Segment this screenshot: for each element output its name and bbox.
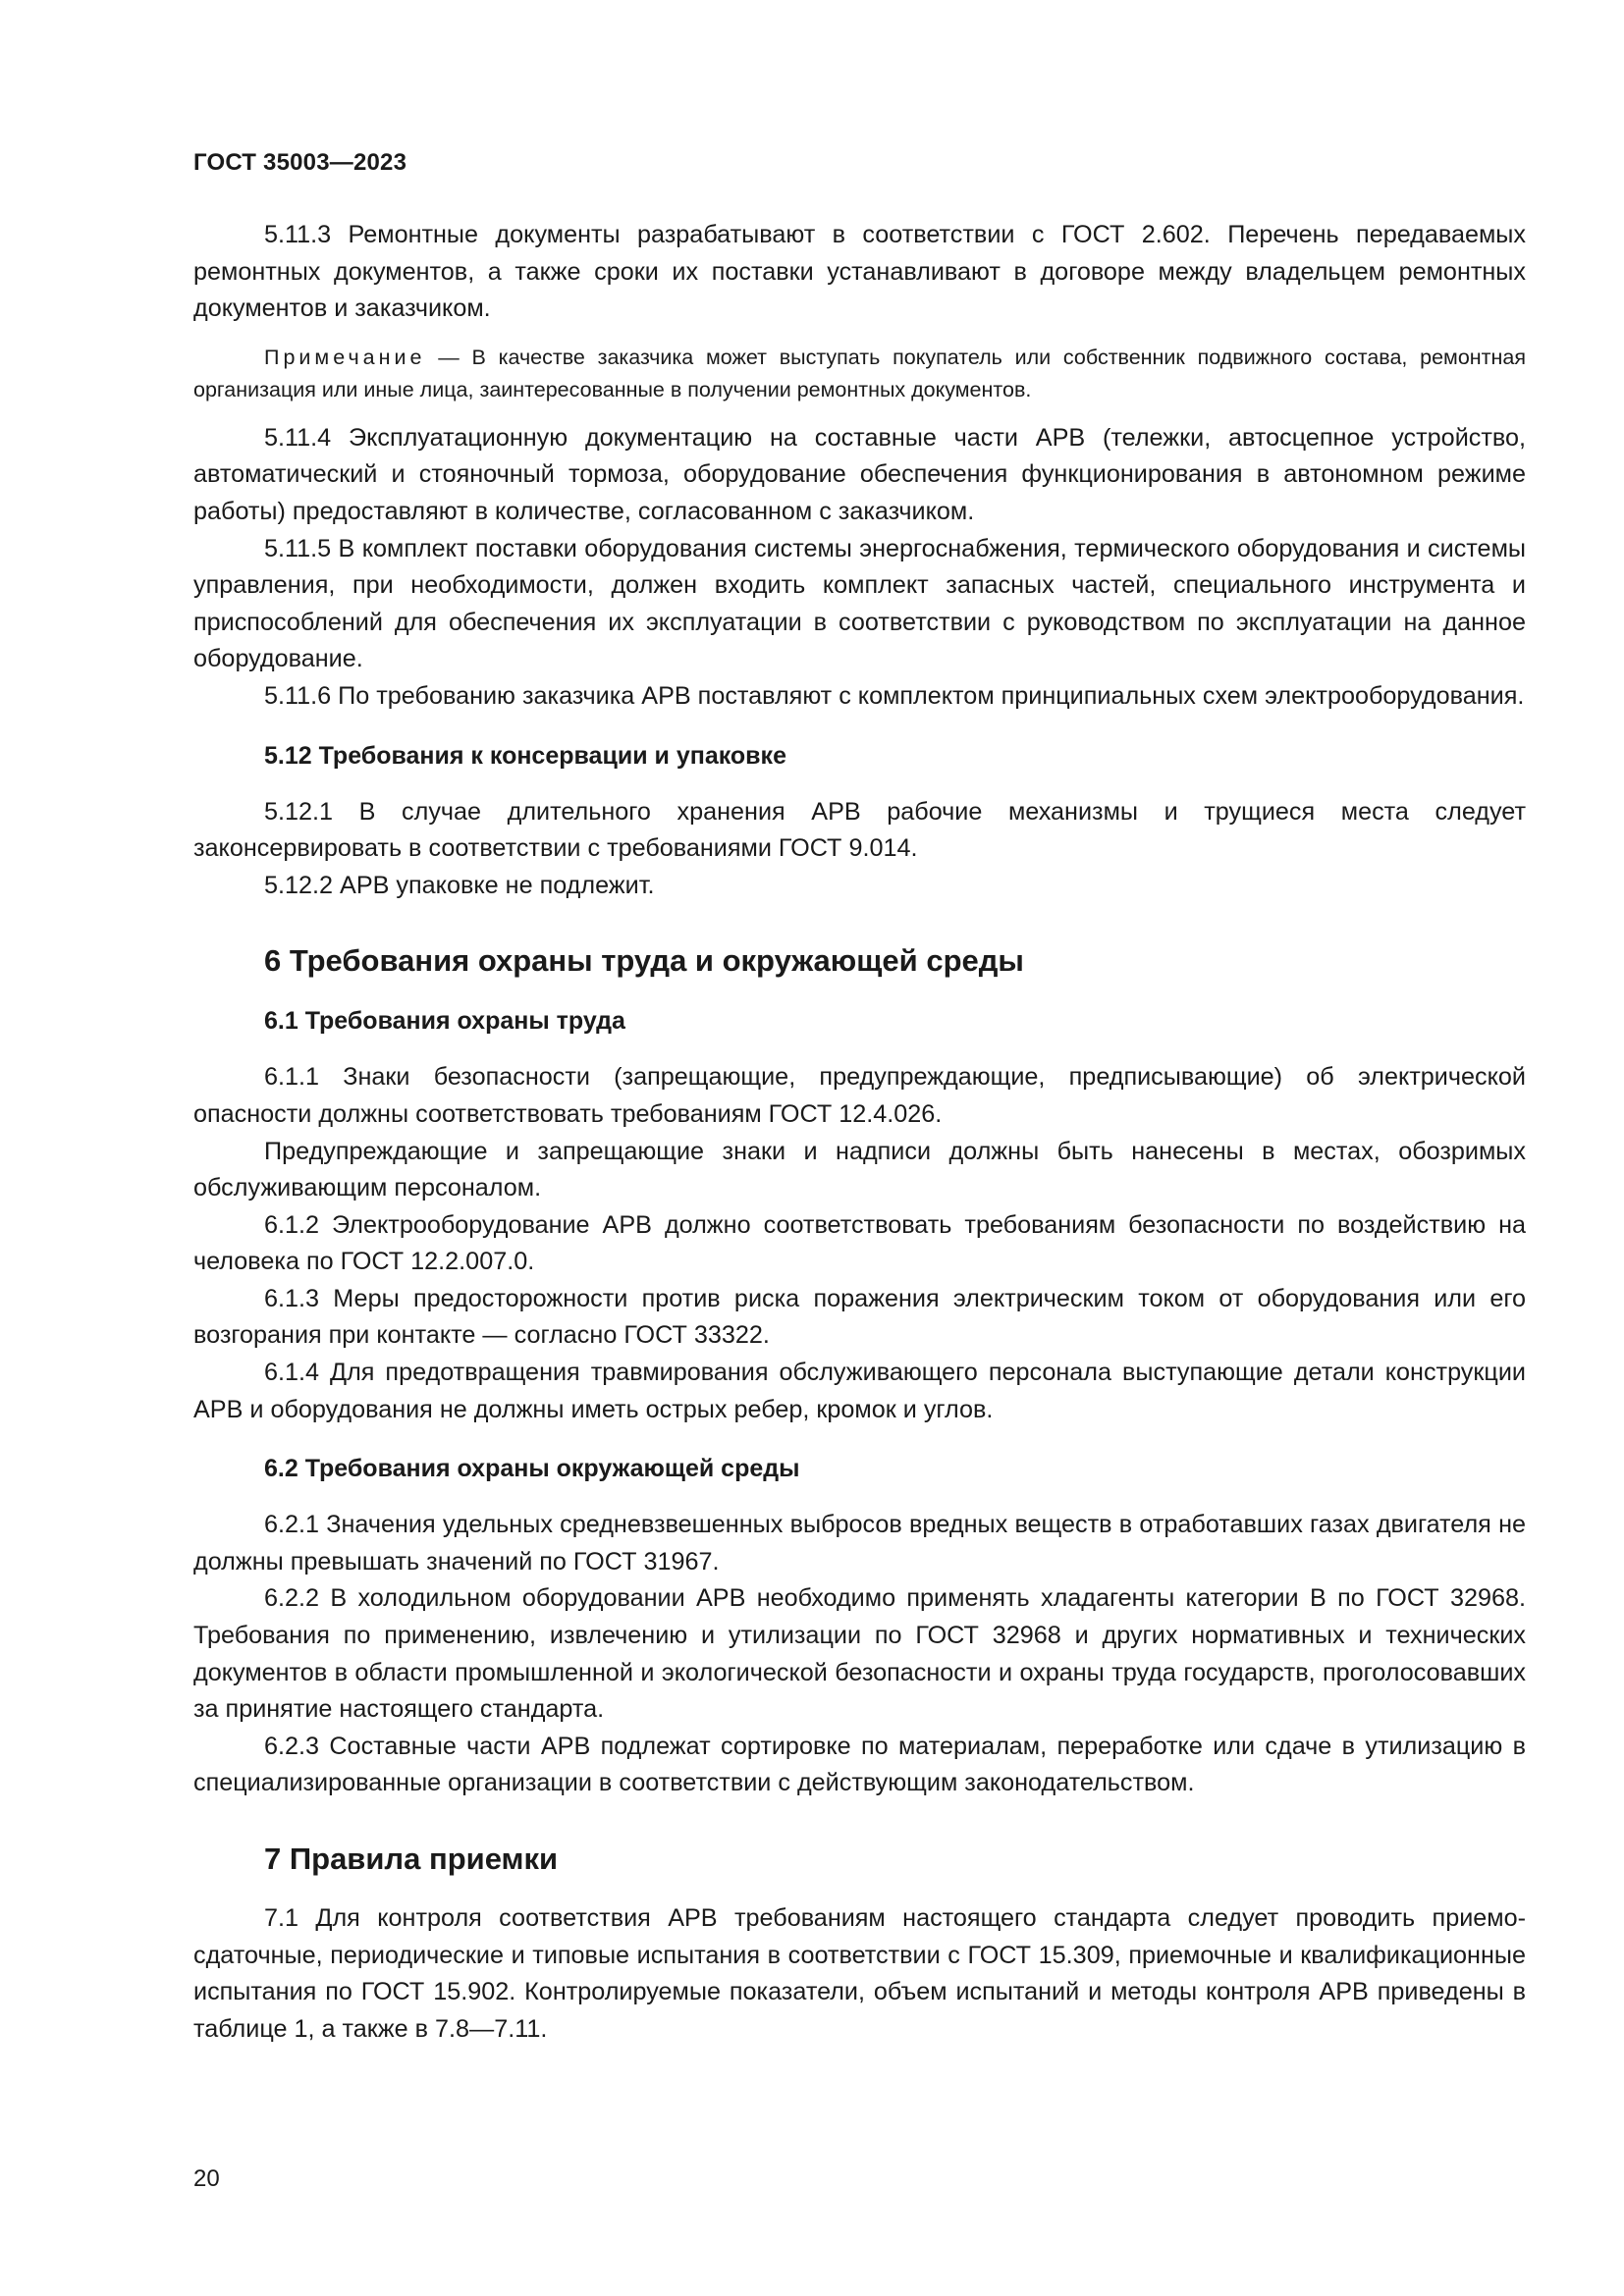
paragraph-5-12-2: 5.12.2 АРВ упаковке не подлежит. [264, 871, 655, 899]
heading-5-12: 5.12 Требования к консервации и упаковке [264, 741, 786, 770]
note-label: Примечание [264, 345, 426, 369]
paragraph-6-2-3: 6.2.3 Составные части АРВ подлежат сортировке по материалам, переработке или сдаче в утилизацию в специализированные организации в соответствии с действующим законодательством. [193, 1732, 1526, 1797]
paragraph-6-2-1: 6.2.1 Значения удельных средневзвешенных выбросов вредных веществ в отработавших газах двигателя не должны превышать значений по ГОСТ 31967. [193, 1511, 1526, 1575]
paragraph-5-11-4: 5.11.4 Эксплуатационную документацию на составные части АРВ (тележки, автосцепное устройство, автоматический и стояночный тормоза, оборудование обеспечения функционирования в автономном режиме работы) предоставляют в количестве, согласованном с заказчиком. [193, 423, 1526, 525]
document-header: ГОСТ 35003—2023 [193, 149, 407, 176]
paragraph-6-1-1-signs: Предупреждающие и запрещающие знаки и надписи должны быть нанесены в местах, обозримых обслуживающим персоналом. [193, 1137, 1526, 1202]
heading-section-7: 7 Правила приемки [264, 1842, 559, 1876]
paragraph-6-1-1: 6.1.1 Знаки безопасности (запрещающие, предупреждающие, предписывающие) об электрической опасности должны соответствовать требованиям ГОСТ 12.4.026. [193, 1063, 1526, 1128]
paragraph-5-12-1: 5.12.1 В случае длительного хранения АРВ рабочие механизмы и трущиеся места следует законсервировать в соответствии с требованиями ГОСТ 9.014. [193, 797, 1526, 863]
paragraph-5-11-5: 5.11.5 В комплект поставки оборудования системы энергоснабжения, термического оборудования и системы управления, при необходимости, должен входить комплект запасных частей, специального инструмента и приспособлений для обеспечения их эксплуатации в соответствии с руководством по эксплуатации на данное оборудование. [193, 534, 1526, 673]
paragraph-6-1-2: 6.1.2 Электрооборудование АРВ должно соответствовать требованиям безопасности по воздействию на человека по ГОСТ 12.2.007.0. [193, 1210, 1526, 1276]
note-text: — В качестве заказчика может выступать покупатель или собственник подвижного состава, ремонтная организация или иные лица, заинтересованные в получении ремонтных документов. [193, 345, 1526, 401]
heading-6-2: 6.2 Требования охраны окружающей среды [264, 1455, 800, 1483]
paragraph-6-1-3: 6.1.3 Меры предосторожности против риска поражения электрическим током от оборудования или его возгорания при контакте — согласно ГОСТ 33322. [193, 1284, 1526, 1350]
paragraph-6-2-2: 6.2.2 В холодильном оборудовании АРВ необходимо применять хладагенты категории В по ГОСТ 32968. Требования по применению, извлечению и утилизации по ГОСТ 32968 и других нормативных и технических документов в области промышленной и экологической безопасности и охраны труда государств, проголосовавших за принятие настоящего стандарта. [193, 1584, 1526, 1724]
paragraph-7-1: 7.1 Для контроля соответствия АРВ требованиям настоящего стандарта следует проводить приемо-сдаточные, периодические и типовые испытания в соответствии с ГОСТ 15.309, приемочные и квалификационные испытания по ГОСТ 15.902. Контролируемые показатели, объем испытаний и методы контроля АРВ приведены в таблице 1, а также в 7.8—7.11. [193, 1904, 1526, 2043]
paragraph-6-1-4: 6.1.4 Для предотвращения травмирования обслуживающего персонала выступающие детали конструкции АРВ и оборудования не должны иметь острых ребер, кромок и углов. [193, 1359, 1526, 1423]
document-body [193, 217, 1526, 2048]
note [193, 342, 1526, 406]
heading-6-1: 6.1 Требования охраны труда [264, 1007, 625, 1036]
page-number: 20 [193, 2165, 220, 2192]
heading-section-6: 6 Требования охраны труда и окружающей среды [264, 943, 1024, 979]
paragraph-5-11-6: 5.11.6 По требованию заказчика АРВ поставляют с комплектом принципиальных схем электрооборудования. [264, 681, 1525, 710]
paragraph-5-11-3: 5.11.3 Ремонтные документы разрабатывают в соответствии с ГОСТ 2.602. Перечень передаваемых ремонтных документов, а также сроки их поставки устанавливают в договоре между владельцем ремонтных документов и заказчиком. [193, 221, 1526, 323]
